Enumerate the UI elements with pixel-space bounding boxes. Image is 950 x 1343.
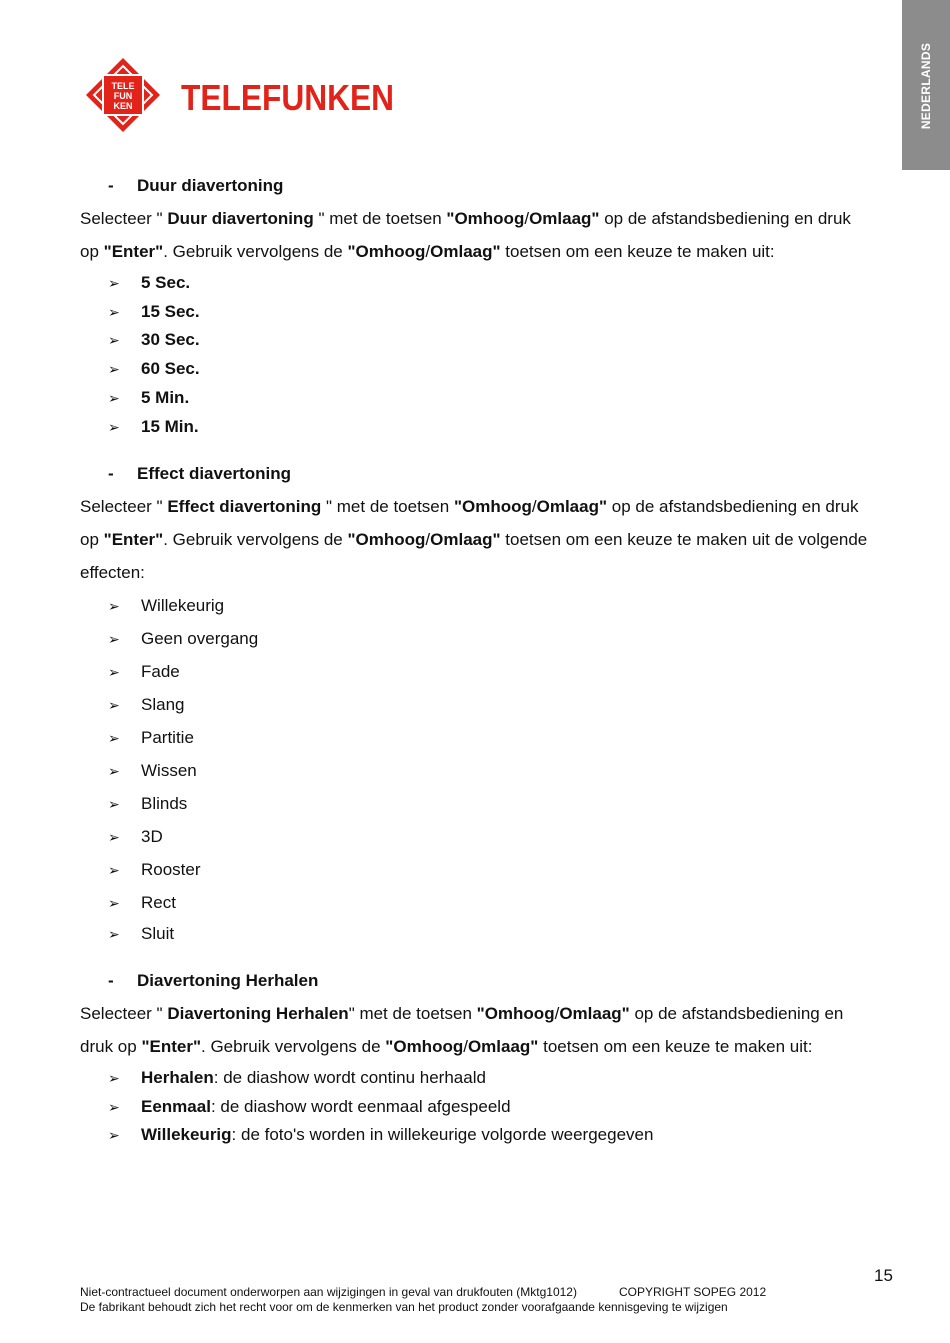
heading-title: Duur diavertoning (137, 176, 284, 195)
list-item-description: : de foto's worden in willekeurige volgorde weergegeven (231, 1125, 654, 1144)
arrowhead-bullet-icon: ➢ (108, 697, 120, 713)
paragraph-line (80, 242, 775, 262)
list-item-label: 3D (141, 827, 163, 846)
arrowhead-bullet-icon: ➢ (108, 664, 120, 680)
paragraph-line (80, 209, 851, 229)
bold-text: "Omhoog (347, 242, 426, 261)
list-item (108, 827, 163, 847)
logo-emblem-line-1: TELE (111, 81, 135, 91)
text: / (531, 497, 537, 516)
section-heading-herhalen (108, 971, 318, 991)
list-item (108, 728, 194, 748)
logo-emblem-line-3: KEN (113, 101, 133, 111)
text: druk op (80, 1037, 142, 1056)
text: op de afstandsbediening en druk (599, 209, 851, 228)
list-item (108, 302, 200, 322)
text: / (425, 242, 431, 261)
list-item (108, 761, 197, 781)
text: . Gebruik vervolgens de (163, 530, 348, 549)
bold-text: "Omhoog (347, 530, 426, 549)
list-item (108, 794, 187, 814)
bold-text: "Omhoog (446, 209, 525, 228)
list-item-term: Willekeurig (141, 1125, 232, 1144)
list-item-label: 5 Sec. (141, 273, 191, 292)
heading-title: Diavertoning Herhalen (137, 971, 319, 990)
bold-text: Omlaag" (467, 1037, 539, 1056)
list-item-description: : de diashow wordt eenmaal afgespeeld (210, 1097, 511, 1116)
arrowhead-bullet-icon: ➢ (108, 895, 120, 911)
list-item-label: 5 Min. (141, 388, 190, 407)
text: " met de toetsen (321, 497, 454, 516)
telefunken-logo (86, 58, 406, 134)
arrowhead-bullet-icon: ➢ (108, 796, 120, 812)
text: op (80, 242, 104, 261)
arrowhead-bullet-icon: ➢ (108, 361, 120, 377)
list-item (108, 359, 200, 379)
bold-text: Duur diavertoning (167, 209, 314, 228)
list-item (108, 330, 200, 350)
text: . Gebruik vervolgens de (163, 242, 348, 261)
bold-text: "Enter" (141, 1037, 202, 1056)
list-item (108, 860, 201, 880)
list-item (108, 695, 184, 715)
list-item-label: 30 Sec. (141, 330, 200, 349)
arrowhead-bullet-icon: ➢ (108, 332, 120, 348)
bold-text: Effect diavertoning (167, 497, 322, 516)
list-item-label: Rooster (141, 860, 201, 879)
arrowhead-bullet-icon: ➢ (108, 275, 120, 291)
arrowhead-bullet-icon: ➢ (108, 862, 120, 878)
footer-line-1 (80, 1285, 766, 1299)
paragraph-line: effecten: (80, 563, 145, 582)
list-item-label: Fade (141, 662, 180, 681)
bold-text: Omlaag" (559, 1004, 630, 1023)
list-item (108, 273, 190, 293)
text: toetsen om een keuze te maken uit: (500, 242, 775, 261)
paragraph-line (80, 1004, 843, 1024)
logo-emblem-line-2: FUN (113, 91, 133, 101)
heading-dash: - (108, 971, 114, 990)
arrowhead-bullet-icon: ➢ (108, 419, 120, 435)
list-item (108, 388, 189, 408)
section-heading-duur (108, 176, 283, 196)
text: / (524, 209, 530, 228)
logo-wordmark: TELEFUNKEN (181, 77, 394, 118)
arrowhead-bullet-icon: ➢ (108, 1099, 120, 1115)
language-side-tab (902, 0, 950, 170)
list-item-label: 15 Min. (141, 417, 199, 436)
bold-text: Diavertoning Herhalen (167, 1004, 349, 1023)
list-item-description: : de diashow wordt continu herhaald (213, 1068, 486, 1087)
text: op (80, 530, 104, 549)
bold-text: "Enter" (103, 530, 164, 549)
bold-text: Omlaag" (430, 242, 501, 261)
list-item (108, 596, 224, 616)
list-item (108, 629, 258, 649)
paragraph-line (80, 497, 858, 517)
arrowhead-bullet-icon: ➢ (108, 598, 120, 614)
arrowhead-bullet-icon: ➢ (108, 829, 120, 845)
language-label: NEDERLANDS (919, 42, 933, 130)
text: op de afstandsbediening en (629, 1004, 844, 1023)
heading-dash: - (108, 464, 114, 483)
list-item-label: Rect (141, 893, 176, 912)
list-item-term: Herhalen (141, 1068, 214, 1087)
list-item-term: Eenmaal (141, 1097, 211, 1116)
list-item-label: 60 Sec. (141, 359, 200, 378)
list-item (108, 924, 174, 944)
arrowhead-bullet-icon: ➢ (108, 1127, 120, 1143)
arrowhead-bullet-icon: ➢ (108, 304, 120, 320)
bold-text: "Enter" (103, 242, 164, 261)
list-item (108, 417, 199, 437)
list-item-label: Partitie (141, 728, 194, 747)
text: " met de toetsen (348, 1004, 477, 1023)
list-item-label: Willekeurig (141, 596, 225, 615)
arrowhead-bullet-icon: ➢ (108, 390, 120, 406)
text: " met de toetsen (313, 209, 447, 228)
list-item (108, 1097, 511, 1117)
list-item-label: Geen overgang (141, 629, 259, 648)
bold-text: Omlaag" (529, 209, 600, 228)
text: Selecteer " (80, 497, 168, 516)
text: / (554, 1004, 560, 1023)
bold-text: "Omhoog (385, 1037, 464, 1056)
list-item-label: 15 Sec. (141, 302, 200, 321)
page-number: 15 (874, 1266, 893, 1285)
arrowhead-bullet-icon: ➢ (108, 631, 120, 647)
list-item-label: Blinds (141, 794, 188, 813)
list-item (108, 1125, 653, 1145)
text: Selecteer " (80, 209, 168, 228)
bold-text: "Omhoog (476, 1004, 555, 1023)
arrowhead-bullet-icon: ➢ (108, 763, 120, 779)
list-item (108, 1068, 486, 1088)
text: op de afstandsbediening en druk (607, 497, 859, 516)
telefunken-logo-graphic (86, 58, 406, 134)
bold-text: "Omhoog (453, 497, 532, 516)
heading-title: Effect diavertoning (137, 464, 291, 483)
list-item-label: Sluit (141, 924, 175, 943)
bold-text: Omlaag" (536, 497, 608, 516)
text: Selecteer " (80, 1004, 168, 1023)
footer-disclaimer: Niet-contractueel document onderworpen aan wijzigingen in geval van drukfouten (Mktg1012) (80, 1285, 577, 1299)
footer-line-2: De fabrikant behoudt zich het recht voor om de kenmerken van het product zonder voorafgaande kennisgeving te wijzigen (80, 1300, 728, 1314)
list-item-label: Slang (141, 695, 185, 714)
heading-dash: - (108, 176, 114, 195)
footer-copyright: COPYRIGHT SOPEG 2012 (618, 1285, 767, 1299)
section-heading-effect (108, 464, 291, 484)
bold-text: Omlaag" (430, 530, 501, 549)
text: toetsen om een keuze te maken uit: (538, 1037, 813, 1056)
paragraph-line (80, 1037, 812, 1057)
text: / (463, 1037, 468, 1056)
arrowhead-bullet-icon: ➢ (108, 1070, 120, 1086)
paragraph-line (80, 530, 867, 550)
list-item-label: Wissen (141, 761, 197, 780)
text: / (425, 530, 431, 549)
arrowhead-bullet-icon: ➢ (108, 730, 120, 746)
list-item (108, 893, 176, 913)
text: toetsen om een keuze te maken uit de volgende (500, 530, 868, 549)
list-item (108, 662, 180, 682)
arrowhead-bullet-icon: ➢ (108, 926, 120, 942)
text: . Gebruik vervolgens de (201, 1037, 386, 1056)
